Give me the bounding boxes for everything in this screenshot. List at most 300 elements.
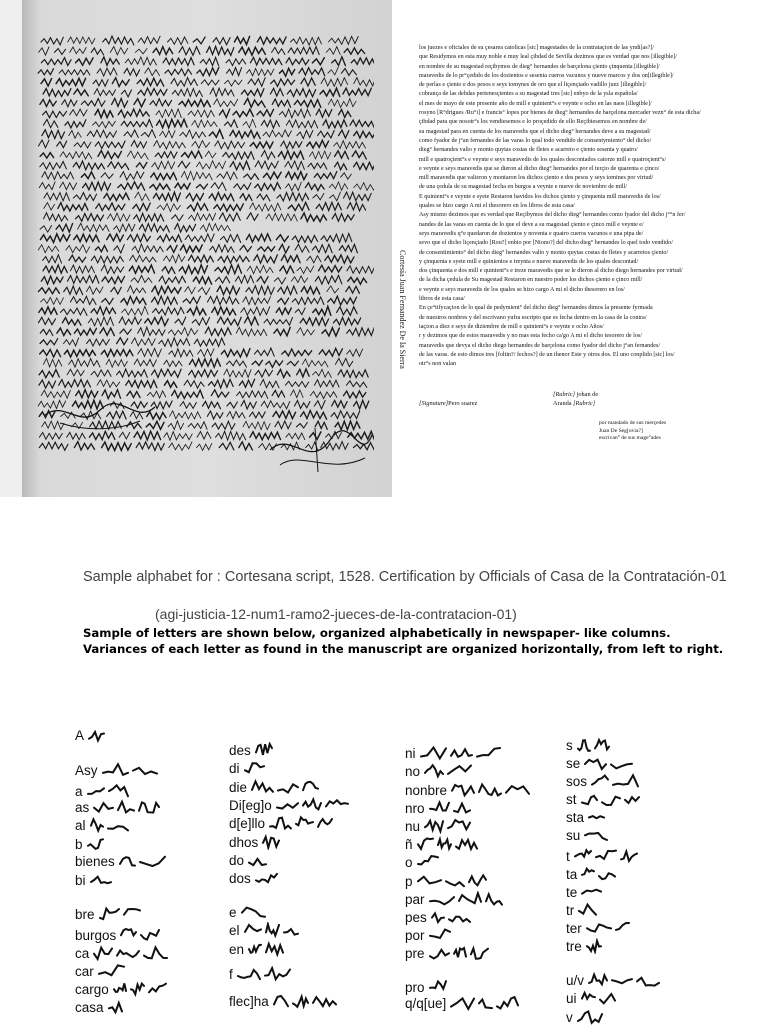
handwriting-word xyxy=(95,141,125,149)
handwriting-word xyxy=(254,255,278,263)
handwriting-word xyxy=(65,120,86,128)
handwriting-word xyxy=(250,203,281,211)
handwriting-word xyxy=(64,286,83,295)
handwriting-word xyxy=(134,359,156,366)
handwriting-word xyxy=(69,255,86,262)
handwriting-word xyxy=(279,109,310,118)
handwriting-word xyxy=(239,379,254,387)
signature-mark xyxy=(40,395,160,435)
handwriting-word xyxy=(280,266,294,273)
handwriting-word xyxy=(250,142,273,148)
letter-label: q/q[ue] xyxy=(405,995,447,1011)
letter-sample-glyph xyxy=(108,999,123,1015)
transcription-line: nandes de las varas en cuenta de lo que el deve a su magestad çiento e çinco mill e veynte e/ xyxy=(419,221,644,228)
handwriting-word xyxy=(94,89,115,96)
letter-sample-glyph xyxy=(87,783,105,799)
letter-label: di xyxy=(229,760,240,776)
alphabet-entry xyxy=(566,773,642,789)
transcription-line: dieg° hernandes valio y monto quytas costas de fletes e acarreto e çiento sesenta y quatro/ xyxy=(419,147,638,154)
handwriting-word xyxy=(179,99,210,106)
letter-sample-glyph xyxy=(138,799,160,815)
letter-sample-glyph xyxy=(283,922,299,938)
handwriting-word xyxy=(159,276,186,284)
letter-sample-glyph xyxy=(581,791,598,807)
handwriting-word xyxy=(81,99,105,107)
alphabet-entry xyxy=(405,891,506,907)
handwriting-word xyxy=(187,203,208,211)
signature-block-line: por mandado de sus merçedes xyxy=(599,420,667,426)
handwriting-word xyxy=(354,131,374,138)
handwriting-word xyxy=(300,318,328,326)
alphabet-entry xyxy=(566,902,600,918)
handwriting-word xyxy=(138,348,162,357)
handwriting-word xyxy=(81,172,95,179)
handwriting-word xyxy=(297,266,314,274)
letter-sample-glyph xyxy=(108,783,129,799)
handwriting-word xyxy=(41,58,71,66)
handwriting-word xyxy=(271,79,295,86)
alphabet-entry xyxy=(229,779,322,795)
letter-label: s xyxy=(566,737,573,753)
handwriting-word xyxy=(339,244,357,252)
handwriting-word xyxy=(168,37,188,45)
handwriting-word xyxy=(44,213,68,221)
handwriting-word xyxy=(187,307,206,315)
handwriting-word xyxy=(64,338,79,346)
handwriting-word xyxy=(196,184,207,189)
handwriting-word xyxy=(135,49,147,54)
letter-sample-glyph xyxy=(262,834,280,850)
handwriting-word xyxy=(332,401,348,408)
transcription-line: y çinquenta e syete mill e quinientos e treynta e nueve maravedis de los quales descontad/ xyxy=(419,258,639,265)
handwriting-word xyxy=(112,78,129,87)
letter-sample-glyph xyxy=(429,891,455,907)
handwriting-word xyxy=(76,58,94,65)
alphabet-entry xyxy=(75,799,163,815)
letter-sample-glyph xyxy=(598,866,616,882)
handwriting-word xyxy=(257,109,274,116)
letter-label: e xyxy=(229,904,237,920)
handwriting-word xyxy=(312,58,324,65)
letter-sample-glyph xyxy=(505,782,530,798)
letter-sample-glyph xyxy=(87,836,104,852)
handwriting-word xyxy=(326,47,340,55)
handwriting-word xyxy=(246,234,270,242)
letter-label: ui xyxy=(566,990,577,1006)
handwriting-word xyxy=(188,422,207,430)
handwriting-word xyxy=(44,193,70,201)
handwriting-word xyxy=(121,90,131,97)
transcription-line: de consentimiento° del dicho dieg° hernandes valio y monto quytas costas de fletes y acarretos çiento/ xyxy=(419,249,669,256)
handwriting-word xyxy=(189,213,216,221)
handwriting-word xyxy=(150,99,172,106)
transcription-line: como fyador de j°an fernandes de las varas lo qual todo vendido de consentymiento° del dicho/ xyxy=(419,137,652,144)
handwriting-word xyxy=(235,276,253,284)
handwriting-word xyxy=(192,120,217,128)
transcription-line: Asy mismo dezimos que es verdad que Reçibymos del dicho dieg° hernandes como fyador del dicho j°°n fer/ xyxy=(419,212,686,219)
handwriting-word xyxy=(98,151,121,159)
transcription-line: cobrança de las debdas pertenesçientes a su magestad tres [sic] enbyo de la ysla española/ xyxy=(419,91,638,98)
letter-sample-glyph xyxy=(116,945,140,961)
handwriting-word xyxy=(118,109,149,118)
letter-sample-glyph xyxy=(610,755,633,771)
letter-label: ta xyxy=(566,866,578,882)
handwriting-word xyxy=(164,381,176,388)
handwriting-word xyxy=(43,255,62,263)
handwriting-word xyxy=(347,266,374,274)
handwriting-word xyxy=(240,245,252,251)
handwriting-word xyxy=(205,327,231,336)
letter-sample-glyph xyxy=(273,993,289,1009)
handwriting-word xyxy=(120,329,131,334)
alphabet-entry xyxy=(75,836,107,852)
handwriting-word xyxy=(292,297,324,305)
handwriting-word xyxy=(252,360,262,365)
handwriting-word xyxy=(225,120,238,128)
alphabet-entry xyxy=(405,763,475,779)
alphabet-entry xyxy=(75,762,161,778)
letter-sample-glyph xyxy=(476,745,501,761)
handwriting-word xyxy=(291,276,307,283)
manuscript-image xyxy=(0,0,392,497)
transcription-line: los juezes e oficiales de su çesarea catolicas [sic] magestades de la contrataçion de las yndi[as?]/ xyxy=(419,45,655,51)
transcription-line: çibdad para que nosotr°s los vendiesemos e lo proçedido de ello Reçibiesemos en nombre de/ xyxy=(419,119,647,126)
handwriting-word xyxy=(295,308,305,315)
alphabet-entry xyxy=(229,941,287,957)
letter-label: el xyxy=(229,922,240,938)
handwriting-word xyxy=(285,161,305,170)
alphabet-entry xyxy=(566,791,643,807)
letter-sample-glyph xyxy=(132,762,158,778)
alphabet-entry xyxy=(405,818,474,834)
letter-sample-glyph xyxy=(139,853,166,869)
alphabet-entry xyxy=(566,737,613,753)
handwriting-word xyxy=(338,370,368,378)
handwriting-word xyxy=(217,172,237,180)
letter-label: A xyxy=(75,727,85,743)
handwriting-word xyxy=(197,432,211,440)
handwriting-word xyxy=(43,89,71,97)
handwriting-word xyxy=(188,255,213,262)
handwriting-word xyxy=(227,68,242,76)
handwriting-word xyxy=(57,141,67,148)
handwriting-word xyxy=(227,402,237,408)
handwriting-word xyxy=(91,370,111,377)
handwriting-word xyxy=(164,432,193,441)
letter-sample-glyph xyxy=(601,791,621,807)
letter-label: ter xyxy=(566,920,582,936)
letter-sample-glyph xyxy=(119,853,136,869)
handwriting-word xyxy=(260,380,279,388)
handwriting-word xyxy=(261,151,275,160)
handwriting-word xyxy=(208,379,233,388)
handwriting-word xyxy=(281,141,302,148)
handwriting-word xyxy=(134,213,164,221)
letter-label: su xyxy=(566,827,581,843)
handwriting-word xyxy=(193,277,211,285)
handwriting-word xyxy=(254,348,274,356)
handwriting-word xyxy=(124,68,140,76)
handwriting-word xyxy=(127,234,150,242)
handwriting-word xyxy=(114,224,135,232)
letter-sample-glyph xyxy=(458,891,482,907)
handwriting-word xyxy=(322,328,339,336)
handwriting-word xyxy=(172,390,204,398)
handwriting-word xyxy=(97,380,120,387)
transcription-line: de nuestros nonbres y del escrivano yufra escripto que es fecha dentro en la casa de la contra/ xyxy=(419,314,647,321)
handwriting-word xyxy=(198,287,210,294)
handwriting-word xyxy=(201,80,219,85)
letter-label: dhos xyxy=(229,834,259,850)
handwriting-word xyxy=(209,193,234,201)
letter-sample-glyph xyxy=(594,737,610,753)
handwriting-word xyxy=(74,328,96,335)
handwriting-word xyxy=(107,234,124,242)
letter-sample-glyph xyxy=(478,995,493,1011)
letter-label: pes xyxy=(405,909,427,925)
alphabet-entry xyxy=(566,990,619,1006)
letter-label: ñ xyxy=(405,836,413,852)
letter-sample-glyph xyxy=(447,818,471,834)
handwriting-word xyxy=(151,173,177,180)
transcription-line: sevo que el dicho liçençiado [Rou?] enbio por [Ntono?] del dicho dieg° hernandes lo quel todo vendido/ xyxy=(419,240,673,247)
signature-block-line: escrivan° de sus mage°ades xyxy=(599,435,661,441)
handwriting-word xyxy=(41,298,64,305)
handwriting-word xyxy=(241,401,256,409)
letter-label: se xyxy=(566,755,581,771)
handwriting-word xyxy=(329,36,359,44)
alphabet-entry xyxy=(75,872,115,888)
rubric-mark xyxy=(260,420,380,480)
handwriting-word xyxy=(278,298,289,304)
handwriting-word xyxy=(87,339,110,346)
handwriting-word xyxy=(135,192,150,201)
scan-margin xyxy=(0,0,22,497)
letter-sample-glyph xyxy=(265,941,284,957)
alphabet-entry xyxy=(405,745,504,761)
handwriting-word xyxy=(40,226,52,233)
transcription-line: r y dezimos que de estos maravedis y no mas esta fecho ca'go A mi el dicho tesorero de los/ xyxy=(419,333,642,340)
handwriting-word xyxy=(111,287,122,294)
handwriting-word xyxy=(165,69,192,76)
handwriting-word xyxy=(286,120,317,128)
handwriting-word xyxy=(102,298,114,304)
handwriting-word xyxy=(128,286,146,294)
letter-label: tr xyxy=(566,902,575,918)
handwriting-word xyxy=(95,246,107,252)
letter-sample-glyph xyxy=(312,993,337,1009)
handwriting-word xyxy=(69,131,81,139)
handwriting-word xyxy=(117,338,128,345)
handwriting-word xyxy=(87,130,116,138)
handwriting-word xyxy=(325,255,354,263)
alphabet-entry xyxy=(229,966,294,982)
handwriting-word xyxy=(354,183,374,191)
handwriting-word xyxy=(226,360,246,367)
letter-sample-glyph xyxy=(143,945,168,961)
handwriting-word xyxy=(215,141,245,149)
handwriting-word xyxy=(215,277,229,284)
handwriting-word xyxy=(216,431,246,440)
handwriting-word xyxy=(117,369,148,377)
handwriting-word xyxy=(136,442,164,451)
transcription-line: quales se hizo cargo A mi el thesorero en los libros de esta casa/ xyxy=(419,203,575,210)
handwriting-word xyxy=(91,256,123,263)
handwriting-word xyxy=(263,172,281,179)
handwriting-word xyxy=(186,193,203,201)
handwriting-word xyxy=(171,78,197,87)
handwriting-word xyxy=(335,151,349,159)
handwriting-word xyxy=(339,130,349,138)
handwriting-word xyxy=(39,47,50,55)
handwriting-word xyxy=(348,277,367,284)
letter-sample-glyph xyxy=(417,854,439,870)
handwriting-word xyxy=(59,380,91,388)
alphabet-entry xyxy=(566,1009,606,1025)
handwriting-word xyxy=(344,192,372,200)
handwriting-word xyxy=(95,110,113,118)
alphabet-entry xyxy=(566,938,605,954)
alphabet-entry xyxy=(566,755,636,771)
alphabet-entry xyxy=(405,836,481,852)
letter-sample-glyph xyxy=(269,815,292,831)
letter-sample-glyph xyxy=(577,1009,603,1025)
letter-sample-glyph xyxy=(636,972,660,988)
handwriting-word xyxy=(334,141,366,149)
handwriting-word xyxy=(198,349,214,357)
letter-sample-glyph xyxy=(599,990,616,1006)
letter-label: do xyxy=(229,852,245,868)
letter-sample-glyph xyxy=(93,945,113,961)
handwriting-word xyxy=(192,141,210,149)
letter-sample-glyph xyxy=(98,963,125,979)
letter-sample-glyph xyxy=(468,873,487,889)
photo-credit: Cortesía Juan Fernandez De la Sierra xyxy=(398,250,407,369)
handwriting-word xyxy=(249,412,265,418)
alphabet-entry xyxy=(229,834,283,850)
alphabet-entry xyxy=(229,815,336,831)
letter-sample-glyph xyxy=(453,800,471,816)
handwriting-word xyxy=(56,224,73,233)
handwriting-word xyxy=(337,307,358,316)
handwriting-word xyxy=(240,194,252,201)
handwriting-word xyxy=(233,109,253,117)
handwriting-word xyxy=(121,120,152,128)
handwriting-word xyxy=(138,88,167,95)
handwriting-word xyxy=(213,38,230,45)
handwriting-word xyxy=(103,36,134,45)
handwriting-word xyxy=(280,68,295,76)
handwriting-word xyxy=(152,161,175,169)
letter-sample-glyph xyxy=(113,981,127,997)
alphabet-entry xyxy=(75,981,170,997)
handwriting-word xyxy=(243,297,271,305)
rubric-surname: Aranda xyxy=(553,400,574,407)
letter-sample-glyph xyxy=(611,972,633,988)
letter-sample-glyph xyxy=(478,782,502,798)
handwriting-word xyxy=(309,151,330,159)
handwriting-word xyxy=(70,109,87,116)
handwriting-word xyxy=(104,193,129,200)
letter-label: flec]ha xyxy=(229,993,269,1009)
letter-label: as xyxy=(75,799,90,815)
rubric-label-2: [Rubric] xyxy=(573,400,596,407)
handwriting-word xyxy=(133,203,151,211)
letter-label: bi xyxy=(75,872,86,888)
alphabet-entry xyxy=(229,760,268,776)
letter-sample-glyph xyxy=(445,873,465,889)
handwriting-word xyxy=(341,69,356,76)
handwriting-word xyxy=(263,130,291,137)
handwriting-word xyxy=(211,183,226,191)
handwriting-word xyxy=(38,317,55,324)
handwriting-word xyxy=(209,130,223,139)
letter-label: burgos xyxy=(75,927,117,943)
letter-sample-glyph xyxy=(588,972,608,988)
letter-label: st xyxy=(566,791,577,807)
letter-sample-glyph xyxy=(586,920,612,936)
handwriting-word xyxy=(302,359,328,367)
handwriting-word xyxy=(288,47,319,55)
alphabet-entry xyxy=(405,995,522,1011)
handwriting-word xyxy=(184,380,204,388)
letter-sample-glyph xyxy=(248,941,262,957)
letter-label: casa xyxy=(75,999,104,1015)
letter-sample-glyph xyxy=(93,799,114,815)
transcription-line: de las varas. de esto dimos tres [foltin?/ fechos?] de un thenor Este y otros dos. El uno conplido [sic] los/ xyxy=(419,351,675,358)
handwriting-word xyxy=(219,109,229,117)
handwriting-word xyxy=(194,338,224,346)
letter-sample-glyph xyxy=(450,745,473,761)
handwriting-word xyxy=(281,255,300,263)
handwriting-word xyxy=(169,349,193,357)
handwriting-word xyxy=(270,88,283,96)
handwriting-word xyxy=(40,350,61,358)
handwriting-word xyxy=(294,100,321,108)
handwriting-word xyxy=(319,265,342,272)
handwriting-word xyxy=(313,193,324,200)
handwriting-word xyxy=(192,317,209,325)
handwriting-word xyxy=(297,328,315,336)
handwriting-word xyxy=(131,276,152,283)
handwriting-word xyxy=(56,78,86,86)
letter-sample-glyph xyxy=(88,727,105,743)
transcription-line: de una çedula de su magestad fecha en burgos a veynte e nueve de novienbre de mill/ xyxy=(419,184,628,191)
letter-sample-glyph xyxy=(317,815,333,831)
handwriting-word xyxy=(286,172,307,180)
rubric-name: johan de xyxy=(575,391,599,398)
handwriting-word xyxy=(101,265,124,274)
letter-label: o xyxy=(405,854,413,870)
handwriting-word xyxy=(130,255,156,262)
handwriting-word xyxy=(168,328,198,336)
handwriting-word xyxy=(93,80,108,87)
handwriting-word xyxy=(234,183,251,190)
letter-sample-glyph xyxy=(588,809,605,825)
handwriting-word xyxy=(305,183,324,191)
letter-label: te xyxy=(566,884,578,900)
handwriting-word xyxy=(354,162,374,169)
handwriting-word xyxy=(83,182,111,190)
letter-sample-glyph xyxy=(302,779,319,795)
sheet-intro: Sample of letters are shown below, organized alphabetically in newspaper- like columns. Variances of each letter as found in the manuscript are organized horizontally, from left to right. xyxy=(83,626,724,656)
alphabet-entry xyxy=(229,852,270,868)
transcription-line: mill maravedis que valieron y montaron los dichos çiento e dos pesos y seys tomines por virtud/ xyxy=(419,175,654,182)
handwriting-word xyxy=(227,412,245,419)
handwriting-word xyxy=(212,307,236,315)
handwriting-word xyxy=(247,265,273,273)
handwriting-word xyxy=(131,338,155,346)
